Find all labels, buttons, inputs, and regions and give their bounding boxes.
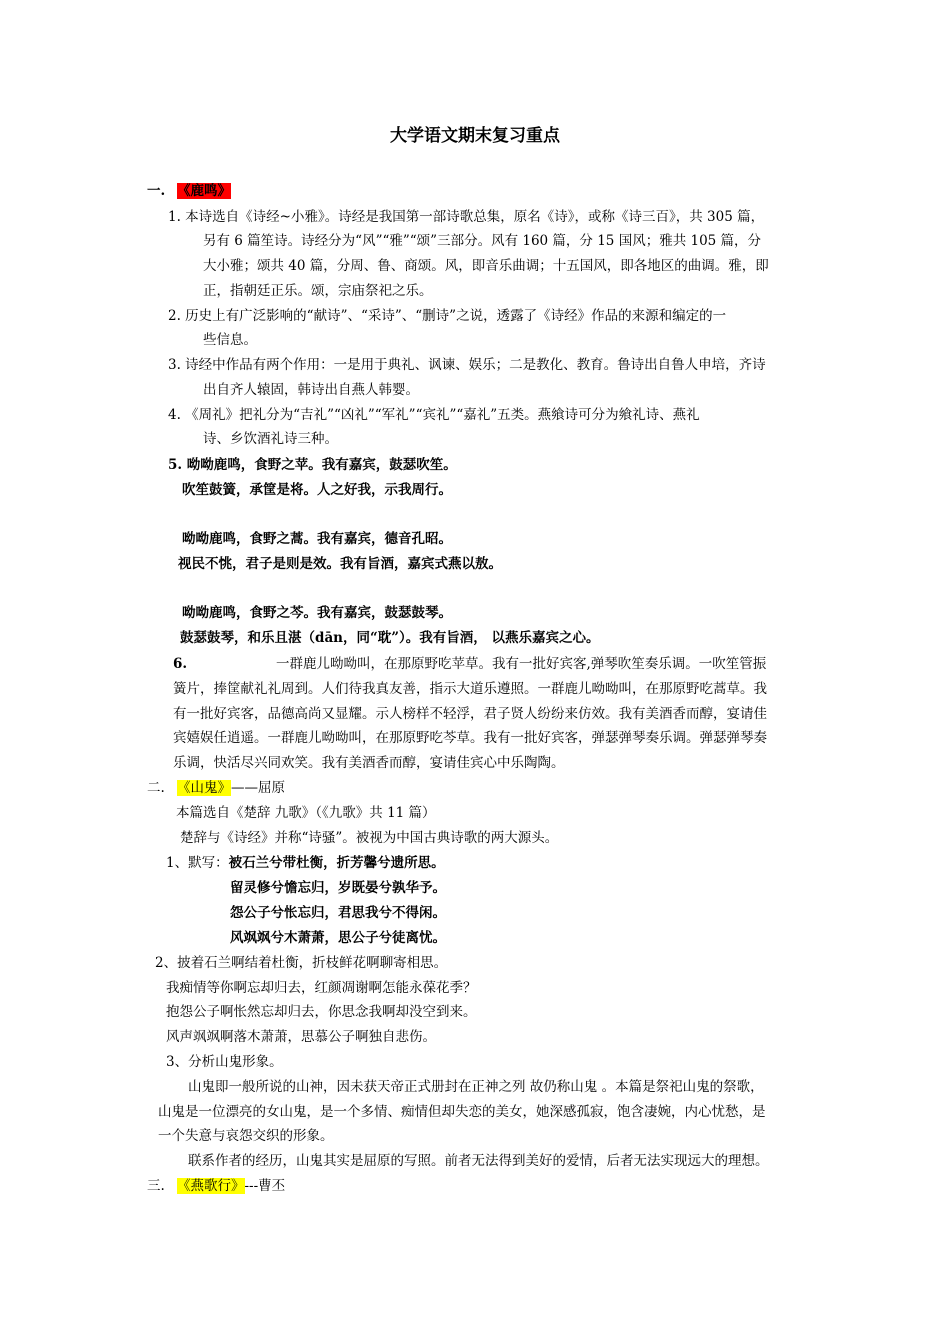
dictation-line-4: 风飒飒兮木萧萧，思公子兮徒离忧。 bbox=[230, 930, 446, 946]
s2-line-2: 楚辞与《诗经》并称“诗骚”。被视为中国古典诗歌的两大源头。 bbox=[180, 830, 559, 846]
section-2-author: ——屈原 bbox=[231, 780, 285, 796]
analysis-line-4: 联系作者的经历，山鬼其实是屈原的写照。前者无法得到美好的爱情，后者无法实现远大的理想。 bbox=[188, 1153, 769, 1169]
section-3-author: ---曹丕 bbox=[244, 1178, 286, 1194]
translation-line-1: 一群鹿儿呦呦叫，在那原野吃苹草。我有一批好宾客,弹琴吹笙奏乐调。一吹笙管振 bbox=[276, 656, 767, 672]
s1-line-8: 出自齐人辕固，韩诗出自燕人韩婴。 bbox=[203, 382, 419, 398]
section-2-title: 《山鬼》 bbox=[177, 780, 231, 796]
section-1-title: 《鹿鸣》 bbox=[177, 183, 231, 199]
s2-line-1: 本篇选自《楚辞 九歌》（《九歌》共 11 篇） bbox=[176, 805, 436, 821]
analysis-label: 3、分析山鬼形象。 bbox=[166, 1054, 283, 1070]
s2-translation-line-3: 抱怨公子啊怅然忘却归去，你思念我啊却没空到来。 bbox=[166, 1004, 477, 1020]
section-1-number: 一. bbox=[147, 183, 166, 199]
s1-line-9: 4. 《周礼》把礼分为“吉礼”“凶礼”“军礼”“宾礼”“嘉礼”五类。燕飨诗可分为飨礼诗、燕礼 bbox=[168, 407, 700, 423]
s2-translation-line-1: 2、披着石兰啊结着杜衡，折枝鲜花啊聊寄相思。 bbox=[155, 955, 448, 971]
section-2-number: 二. bbox=[147, 780, 165, 796]
translation-number: 6. bbox=[173, 656, 188, 672]
s1-line-2: 另有 6 篇笙诗。诗经分为“风”“雅”“颂”三部分。风有 160 篇，分 15 国风；雅共 105 篇，分 bbox=[203, 233, 762, 249]
poem-line-1: 5. 呦呦鹿鸣，食野之苹。我有嘉宾，鼓瑟吹笙。 bbox=[168, 457, 457, 473]
s1-line-1: 1. 本诗选自《诗经~小雅》。诗经是我国第一部诗歌总集，原名《诗》，或称《诗三百》，共 305 篇， bbox=[168, 209, 765, 225]
dictation-label: 1、默写： bbox=[166, 855, 229, 871]
s2-translation-line-2: 我痴情等你啊忘却归去，红颜凋谢啊怎能永葆花季？ bbox=[166, 980, 477, 996]
analysis-line-3: 一个失意与哀怨交织的形象。 bbox=[158, 1128, 334, 1144]
s1-line-3: 大小雅；颂共 40 篇，分周、鲁、商颂。风，即音乐曲调；十五国风，即各地区的曲调。雅，即 bbox=[203, 258, 769, 274]
translation-line-4: 宾嬉娱任逍遥。一群鹿儿呦呦叫，在那原野吃芩草。我有一批好宾客，弹瑟弹琴奏乐调。弹瑟弹琴奏 bbox=[173, 730, 767, 746]
poem-line-2: 吹笙鼓簧，承筐是将。人之好我，示我周行。 bbox=[182, 482, 452, 498]
s1-line-10: 诗、乡饮酒礼诗三种。 bbox=[203, 431, 338, 447]
analysis-line-1: 山鬼即一般所说的山神，因未获天帝正式册封在正神之列 故仍称山鬼 。本篇是祭祀山鬼的祭歌， bbox=[188, 1079, 764, 1095]
poem-line-3: 呦呦鹿鸣，食野之蒿。我有嘉宾，德音孔昭。 bbox=[182, 531, 452, 547]
analysis-line-2: 山鬼是一位漂亮的女山鬼，是一个多情、痴情但却失恋的美女，她深感孤寂，饱含凄婉，内心忧愁，是 bbox=[158, 1104, 766, 1120]
s2-translation-line-4: 风声飒飒啊落木萧萧，思慕公子啊独自悲伤。 bbox=[166, 1029, 436, 1045]
section-3-title: 《燕歌行》 bbox=[177, 1178, 245, 1194]
section-3-heading bbox=[177, 1177, 285, 1195]
poem-line-4: 视民不恌，君子是则是效。我有旨酒，嘉宾式燕以敖。 bbox=[178, 556, 502, 572]
dictation-line-1: 被石兰兮带杜衡，折芳馨兮遗所思。 bbox=[228, 855, 445, 871]
translation-line-3: 有一批好宾客，品德高尚又显耀。示人榜样不轻浮，君子贤人纷纷来仿效。我有美酒香而醇，宴请佳 bbox=[173, 706, 767, 722]
s1-line-6: 些信息。 bbox=[203, 332, 257, 348]
section-2-heading bbox=[177, 779, 285, 797]
translation-line-5: 乐调，快活尽兴同欢笑。我有美酒香而醇，宴请佳宾心中乐陶陶。 bbox=[173, 755, 565, 771]
poem-line-5: 呦呦鹿鸣，食野之芩。我有嘉宾，鼓瑟鼓琴。 bbox=[182, 605, 452, 621]
s1-line-7: 3. 诗经中作品有两个作用：一是用于典礼、讽谏、娱乐；二是教化、教育。鲁诗出自鲁人申培，齐诗 bbox=[168, 357, 766, 373]
section-1-heading bbox=[177, 182, 231, 200]
dictation-line-2: 留灵修兮憺忘归，岁既晏兮孰华予。 bbox=[230, 880, 446, 896]
dictation-row-1 bbox=[166, 854, 445, 872]
dictation-line-3: 怨公子兮怅忘归，君思我兮不得闲。 bbox=[230, 905, 446, 921]
s1-line-4: 正，指朝廷正乐。颂，宗庙祭祀之乐。 bbox=[203, 283, 433, 299]
section-3-number: 三. bbox=[147, 1178, 165, 1194]
page-title: 大学语文期末复习重点 bbox=[390, 126, 560, 146]
translation-line-2: 簧片，捧筐献礼礼周到。人们待我真友善，指示大道乐遵照。一群鹿儿呦呦叫，在那原野吃蒿草。我 bbox=[173, 681, 767, 697]
poem-line-6: 鼓瑟鼓琴，和乐且湛（dān，同“耽”）。我有旨酒， 以燕乐嘉宾之心。 bbox=[180, 630, 600, 646]
s1-line-5: 2. 历史上有广泛影响的“献诗”、“采诗”、“删诗”之说，透露了《诗经》作品的来源和编定的一 bbox=[168, 308, 727, 324]
